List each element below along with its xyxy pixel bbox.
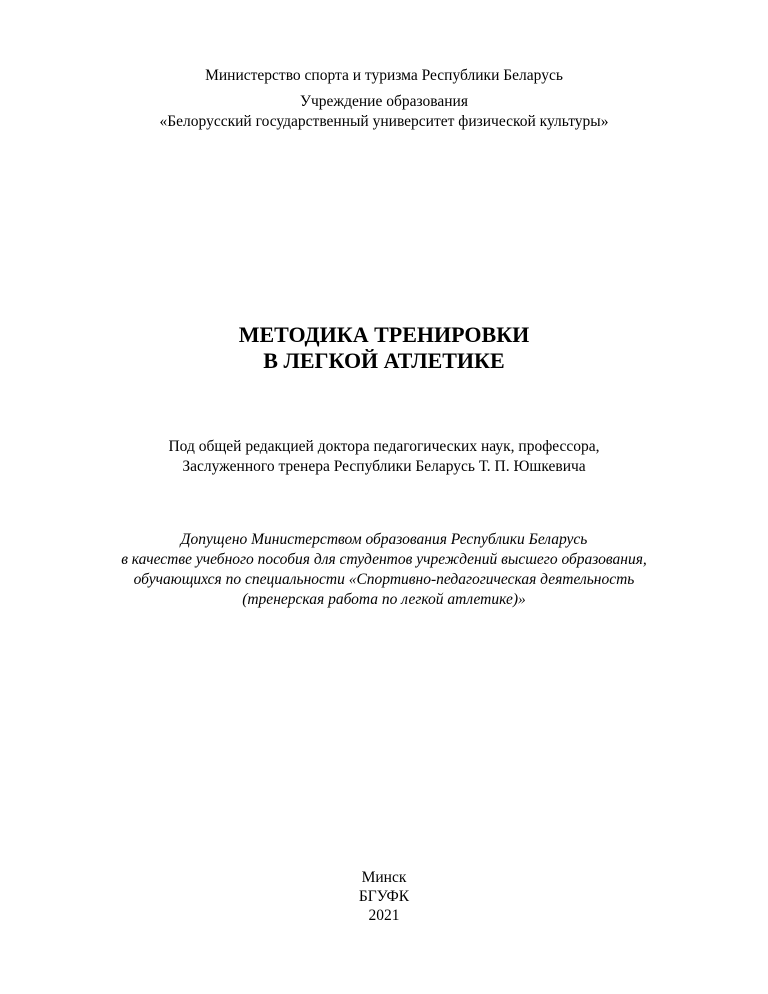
- imprint-city: Минск: [361, 869, 407, 886]
- editor-statement: [0, 437, 768, 477]
- institution-type: Учреждение образования: [300, 93, 468, 110]
- page-header: [0, 66, 768, 132]
- imprint-publisher: БГУФК: [358, 888, 410, 905]
- book-title-line-1: МЕТОДИКА ТРЕНИРОВКИ: [238, 322, 530, 347]
- editor-line-2: Заслуженного тренера Республики Беларусь Т. П. Юшкевича: [182, 458, 586, 475]
- approval-line-1: Допущено Министерством образования Республики Беларусь: [180, 531, 588, 548]
- book-title-line-2: В ЛЕГКОЙ АТЛЕТИКЕ: [263, 348, 505, 373]
- institution-name: «Белорусский государственный университет физической культуры»: [159, 113, 609, 130]
- imprint-year: 2021: [368, 907, 400, 924]
- approval-line-3: обучающихся по специальности «Спортивно-педагогическая деятельность: [133, 571, 635, 588]
- imprint: [0, 868, 768, 925]
- approval-line-2: в качестве учебного пособия для студентов учреждений высшего образования,: [121, 551, 647, 568]
- approval-statement: [0, 530, 768, 610]
- editor-line-1: Под общей редакцией доктора педагогических наук, профессора,: [168, 438, 600, 455]
- book-title: [0, 322, 768, 374]
- ministry-name: Министерство спорта и туризма Республики Беларусь: [205, 67, 563, 84]
- approval-line-4: (тренерская работа по легкой атлетике)»: [242, 591, 526, 608]
